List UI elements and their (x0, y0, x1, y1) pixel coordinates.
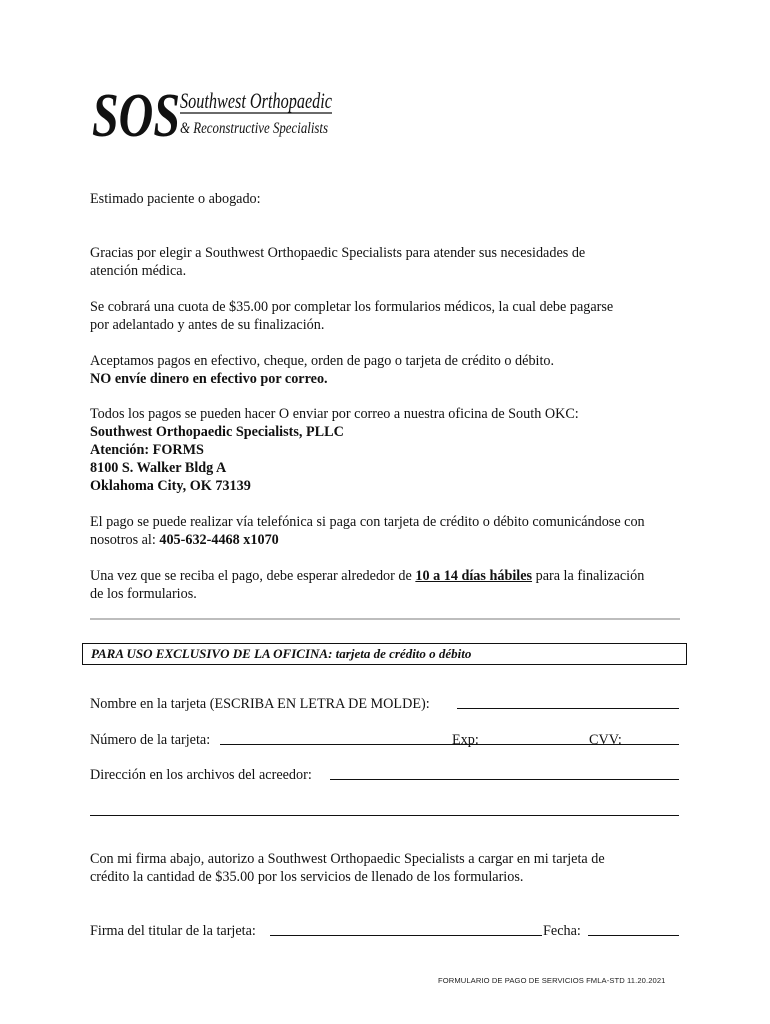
signature-field[interactable] (270, 935, 542, 936)
para5-line2 (90, 531, 279, 549)
address-street: 8100 S. Walker Bldg A (90, 460, 227, 476)
logo-monogram: SOS (92, 82, 180, 150)
address-city: Oklahoma City, OK 73139 (90, 478, 251, 494)
address-company: Southwest Orthopaedic Specialists, PLLC (90, 424, 344, 440)
para6-prefix: Una vez que se reciba el pago, debe esperar alrededor de (90, 568, 416, 584)
para2-line1: Se cobrará una cuota de $35.00 por completar los formularios médicos, la cual debe pagarse (90, 299, 614, 315)
address-attention: Atención: FORMS (90, 442, 204, 458)
para5-prefix: nosotros al: (90, 532, 160, 548)
para6-line2: de los formularios. (90, 586, 197, 602)
office-use-label: PARA USO EXCLUSIVO DE LA OFICINA: tarjeta de crédito o débito (91, 646, 472, 661)
para1-line2: atención médica. (90, 263, 187, 279)
para6-line1 (90, 567, 644, 585)
logo-line2: & Reconstructive Specialists (180, 120, 328, 137)
billing-address-field-line2[interactable] (90, 815, 679, 816)
authorization-line2: crédito la cantidad de $35.00 por los servicios de llenado de los formularios. (90, 869, 524, 885)
exp-label: Exp: (452, 732, 479, 748)
para2-line2: por adelantado y antes de su finalización. (90, 317, 325, 333)
billing-address-field[interactable] (330, 779, 679, 780)
logo-line1: Southwest Orthopaedic (180, 88, 333, 113)
cvv-label: CVV: (589, 732, 622, 748)
form-footer: FORMULARIO DE PAGO DE SERVICIOS FMLA-STD 11.20.2021 (438, 976, 666, 985)
date-label: Fecha: (543, 923, 581, 939)
signature-label: Firma del titular de la tarjeta: (90, 923, 256, 939)
para5-line1: El pago se puede realizar vía telefónica si paga con tarjeta de crédito o débito comunicándose con (90, 514, 645, 530)
para1-line1: Gracias por elegir a Southwest Orthopaedic Specialists para atender sus necesidades de (90, 245, 586, 261)
para3-line1: Aceptamos pagos en efectivo, cheque, orden de pago o tarjeta de crédito o débito. (90, 353, 555, 369)
no-cash-warning: NO envíe dinero en efectivo por correo. (90, 371, 328, 387)
business-days-highlight: 10 a 14 días hábiles (415, 568, 533, 584)
phone-number: 405-632-4468 x1070 (159, 532, 279, 548)
date-field[interactable] (588, 935, 679, 936)
greeting: Estimado paciente o abogado: (90, 191, 261, 207)
card-name-label: Nombre en la tarjeta (ESCRIBA EN LETRA DE MOLDE): (90, 696, 430, 712)
billing-address-label: Dirección en los archivos del acreedor: (90, 767, 312, 783)
authorization-line1: Con mi firma abajo, autorizo a Southwest Orthopaedic Specialists a cargar en mi tarjeta de (90, 851, 605, 867)
office-use-box (82, 643, 687, 665)
card-number-label: Número de la tarjeta: (90, 732, 211, 748)
para4-intro: Todos los pagos se pueden hacer O enviar por correo a nuestra oficina de South OKC: (90, 406, 579, 422)
para6-suffix: para la finalización (532, 568, 645, 584)
card-name-field[interactable] (457, 708, 679, 709)
section-divider (90, 618, 680, 620)
sos-logo (92, 78, 337, 150)
